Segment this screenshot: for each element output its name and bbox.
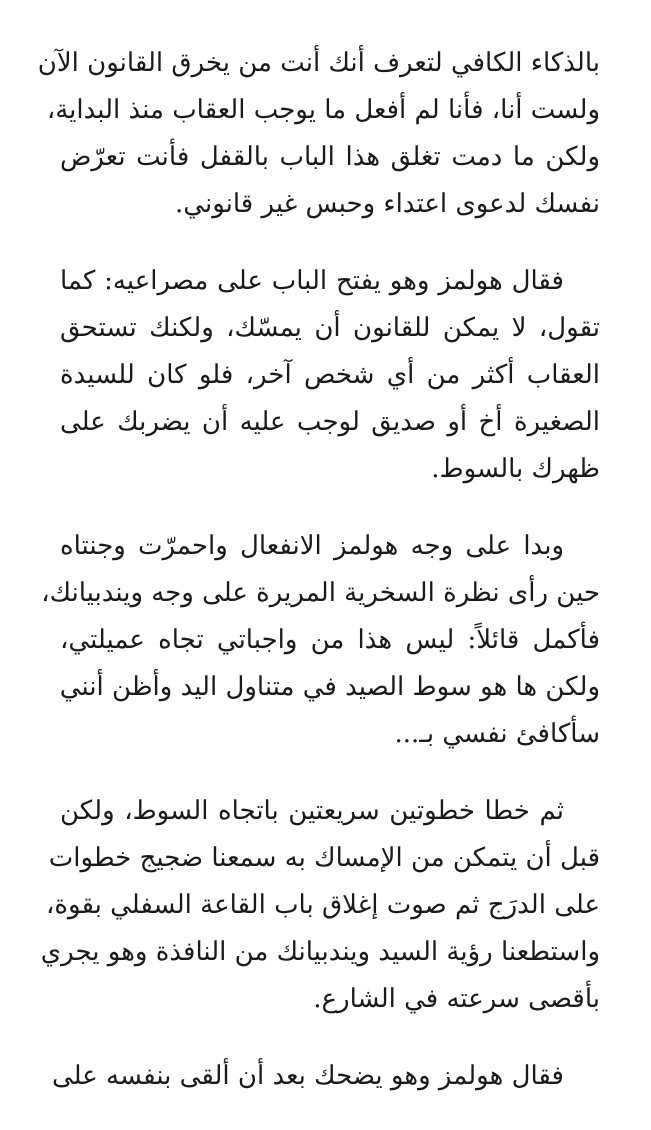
text-line: فأكمل قائلاً: ليس هذا من واجباتي تجاه عميلتي،: [60, 625, 600, 655]
text-line: نفسك لدعوى اعتداء وحبس غير قانوني.: [175, 189, 600, 219]
text-line: فقال هولمز وهو يفتح الباب على مصراعيه: كما: [60, 266, 564, 296]
text-line: ولست أنا، فأنا لم أفعل ما يوجب العقاب منذ البداية،: [46, 95, 600, 125]
book-page-text: [37, 40, 600, 1130]
text-line: بالذكاء الكافي لتعرف أنك أنت من يخرق القانون الآن: [37, 48, 600, 78]
text-line: واستطعنا رؤية السيد ويندبيانك من النافذة وهو يجري: [40, 937, 600, 967]
text-line: الصغيرة أخ أو صديق لوجب عليه أن يضربك على: [60, 407, 600, 437]
text-line: فقال هولمز وهو يضحك بعد أن ألقى بنفسه على: [51, 1061, 564, 1091]
text-line: تقول، لا يمكن للقانون أن يمسّك، ولكنك تستحق: [60, 313, 600, 343]
text-line: ولكن ما دمت تغلق هذا الباب بالقفل فأنت تعرّض: [60, 142, 600, 172]
paragraph: [51, 1053, 600, 1100]
text-line: ظهرك بالسوط.: [431, 454, 600, 484]
text-line: ولكن ها هو سوط الصيد في متناول اليد وأظن أنني: [59, 672, 600, 702]
text-line: سأكافئ نفسي بـ...: [394, 719, 600, 749]
paragraph: [60, 258, 600, 493]
text-line: بأقصى سرعته في الشارع.: [313, 984, 600, 1014]
text-line: العقاب أكثر من أي شخص آخر، فلو كان للسيدة: [60, 360, 600, 390]
text-line: ثم خطا خطوتين سريعتين باتجاه السوط، ولكن: [60, 796, 564, 826]
paragraph: [37, 40, 600, 228]
text-line: حين رأى نظرة السخرية المريرة على وجه ويندبيانك،: [41, 578, 600, 608]
text-line: على الدرَج ثم صوت إغلاق باب القاعة السفلي بقوة،: [46, 890, 600, 920]
paragraph: [40, 788, 600, 1023]
text-line: وبدا على وجه هولمز الانفعال واحمرّت وجنتاه: [60, 531, 564, 561]
text-line: قبل أن يتمكن من الإمساك به سمعنا ضجيج خطوات: [48, 843, 600, 873]
paragraph: [41, 523, 600, 758]
